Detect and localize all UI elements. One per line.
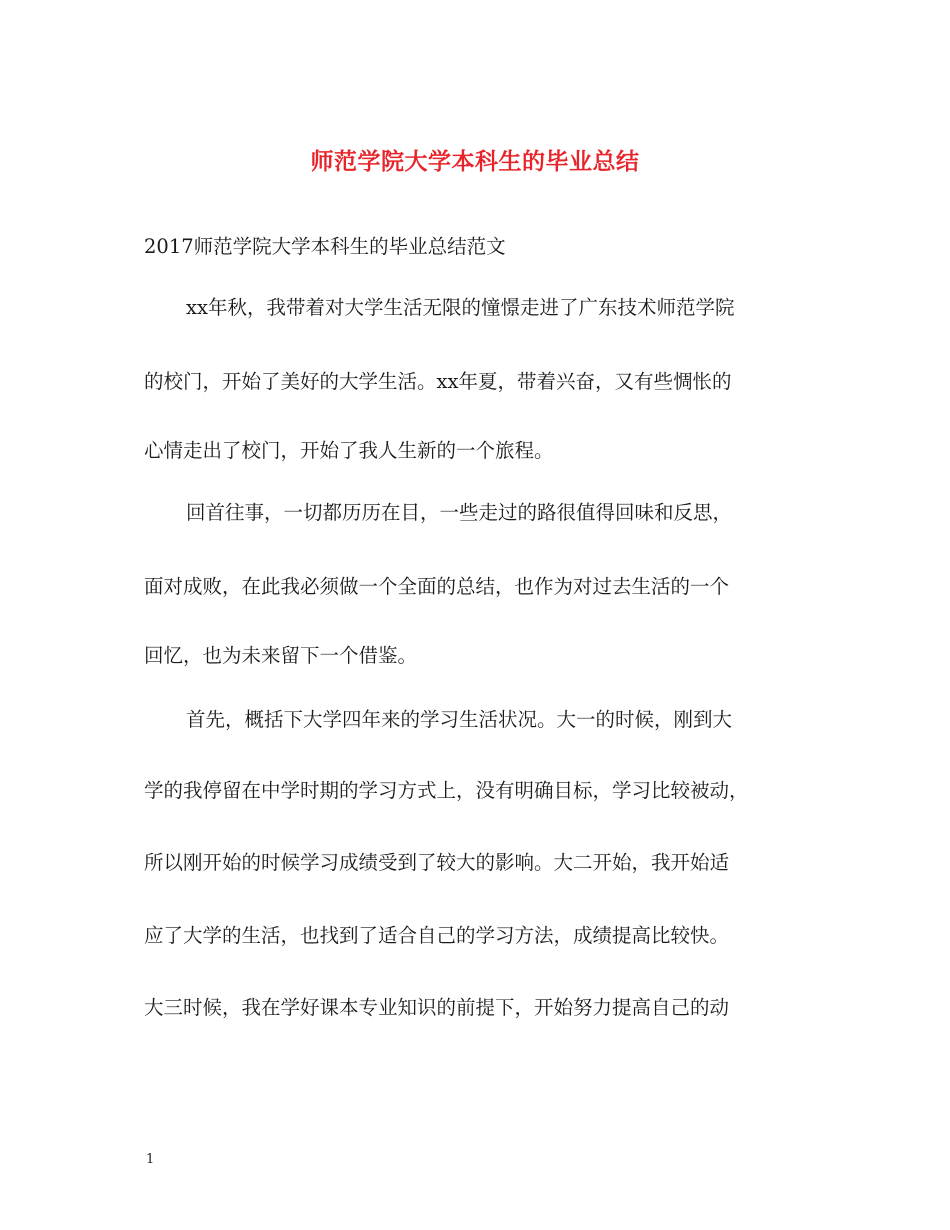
paragraph-2-line-2: 面对成败，在此我必须做一个全面的总结，也作为对过去生活的一个 [144,575,730,598]
paragraph-2-line-1: 回首往事，一切都历历在目，一些走过的路很值得回味和反思， [186,501,733,524]
paragraph-3-line-4: 应了大学的生活，也找到了适合自己的学习方法，成绩提高比较快。 [144,924,730,947]
paragraph-1-line-2: 的校门，开始了美好的大学生活。xx年夏，带着兴奋，又有些惆怅的 [144,370,732,393]
paragraph-3-line-1: 首先，概括下大学四年来的学习生活状况。大一的时候，刚到大 [186,708,733,731]
page-number: 1 [146,1152,155,1167]
document-subtitle: 2017师范学院大学本科生的毕业总结范文 [144,235,506,258]
paragraph-3-line-3: 所以刚开始的时候学习成绩受到了较大的影响。大二开始，我开始适 [144,851,730,874]
paragraph-3-line-2: 学的我停留在中学时期的学习方式上，没有明确目标，学习比较被动， [144,779,749,802]
document-title: 师范学院大学本科生的毕业总结 [310,148,640,175]
paragraph-1-line-3: 心情走出了校门，开始了我人生新的一个旅程。 [144,439,554,462]
paragraph-3-line-5: 大三时候，我在学好课本专业知识的前提下，开始努力提高自己的动 [144,996,730,1019]
paragraph-2-line-3: 回忆，也为未来留下一个借鉴。 [144,644,418,667]
paragraph-1-line-1: xx年秋，我带着对大学生活无限的憧憬走进了广东技术师范学院 [186,296,735,319]
